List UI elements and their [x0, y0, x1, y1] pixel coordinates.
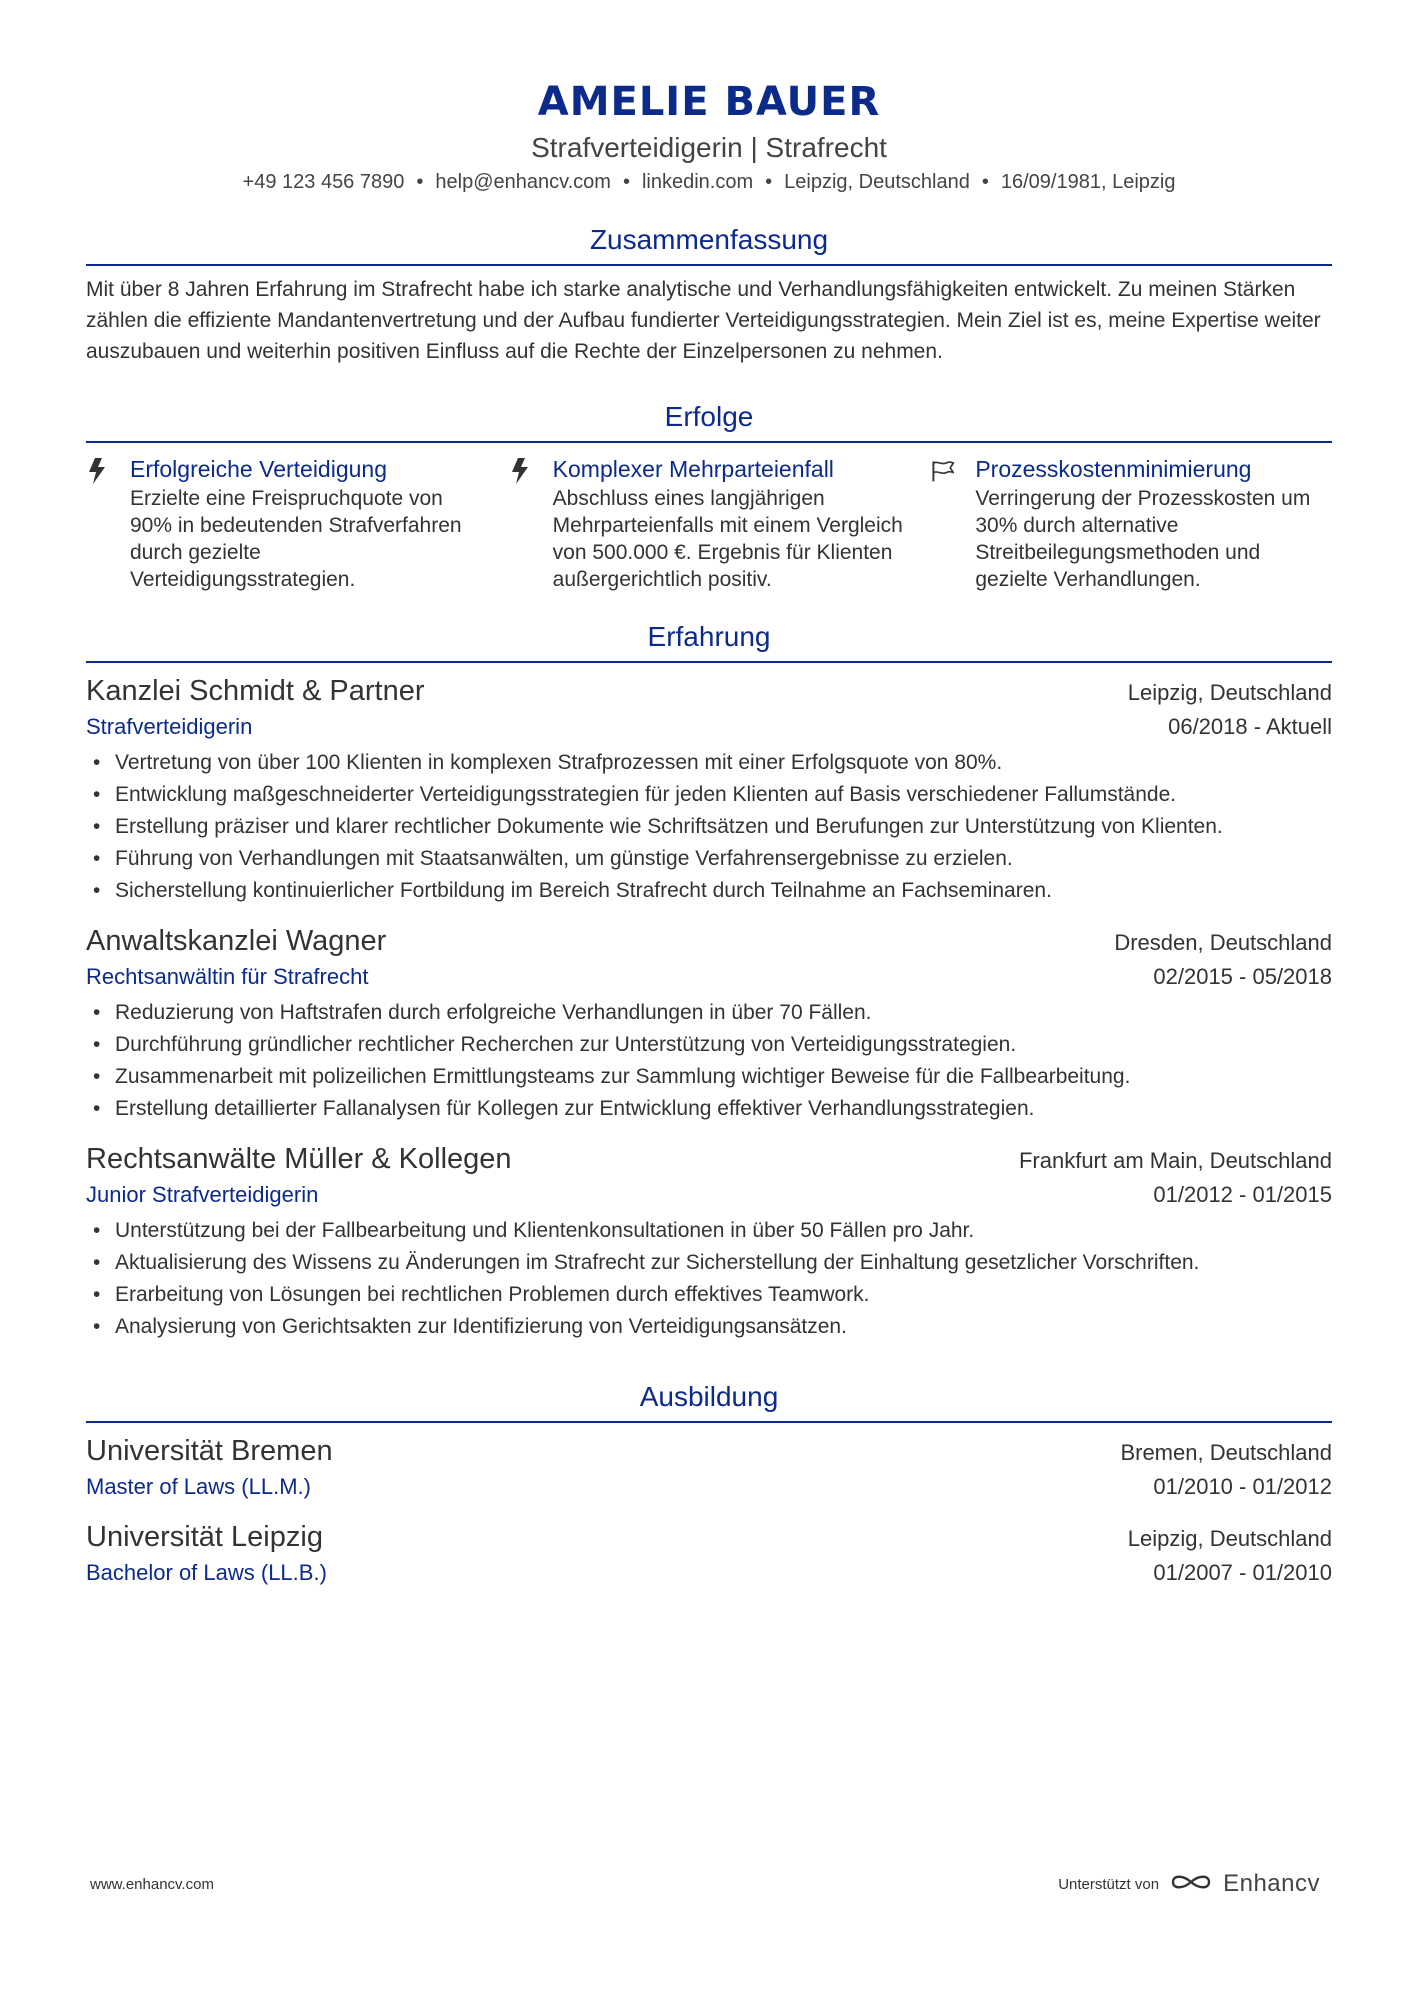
section-heading-summary: Zusammenfassung [589, 224, 829, 255]
summary-text: Mit über 8 Jahren Erfahrung im Strafrecht habe ich starke analytische und Verhandlungsfähigkeiten entwickelt. Zu meinen Stärken zählen die effiziente Mandantenvertretung und der Aufbau fundierter Verteidigungsstrategien. Mein Ziel ist es, meine Expertise weiter auszubauen und weiterhin positiven Einfluss auf die Rechte der Einzelpersonen zu nehmen. [86, 278, 1321, 363]
list-item: • Entwicklung maßgeschneiderter Verteidigungsstrategien für jeden Klienten auf Basis verschiedener Fallumstände. [86, 779, 1332, 811]
job-role: Strafverteidigerin [86, 714, 253, 739]
brand-name[interactable]: Enhancv [1223, 1870, 1320, 1897]
contact-birth: 16/09/1981, Leipzig [1000, 171, 1176, 193]
contact-email[interactable]: help@enhancv.com [435, 171, 611, 193]
job-dates: 02/2015 - 05/2018 [1153, 964, 1332, 989]
job-bullets [86, 997, 1332, 1125]
contact-separator: • [765, 171, 773, 193]
section-divider [86, 1421, 1332, 1423]
contact-separator: • [981, 171, 989, 193]
flag-icon [931, 453, 975, 593]
achievement-title: Erfolgreiche Verteidigung [130, 456, 387, 482]
job-role: Rechtsanwältin für Strafrecht [86, 964, 369, 989]
list-item: • Unterstützung bei der Fallbearbeitung und Klientenkonsultationen in über 50 Fällen pro Jahr. [86, 1215, 1332, 1247]
list-item: • Durchführung gründlicher rechtlicher Recherchen zur Unterstützung von Verteidigungsstrategien. [86, 1029, 1332, 1061]
list-item: • Erstellung detaillierter Fallanalysen für Kollegen zur Entwicklung effektiver Verhandlungsstrategien. [86, 1093, 1332, 1125]
education-dates: 01/2007 - 01/2010 [1153, 1560, 1332, 1585]
enhancv-logo-icon [1169, 1871, 1213, 1897]
education-entry [86, 1517, 1332, 1589]
section-divider [86, 661, 1332, 663]
achievements-grid [86, 453, 1332, 593]
achievement-description: Erzielte eine Freispruchquote von 90% in bedeutenden Strafverfahren durch gezielte Verteidigungsstrategien. [130, 487, 462, 591]
job-entry [86, 671, 1332, 907]
resume-header [86, 0, 1332, 196]
page-footer [90, 1870, 1320, 1898]
candidate-title: Strafverteidigerin | Strafrecht [531, 132, 887, 163]
section-heading-achievements: Erfolge [664, 401, 754, 432]
job-role: Junior Strafverteidigerin [86, 1182, 319, 1207]
list-item: • Reduzierung von Haftstrafen durch erfolgreiche Verhandlungen in über 70 Fällen. [86, 997, 1332, 1029]
list-item: • Führung von Verhandlungen mit Staatsanwälten, um günstige Verfahrensergebnisse zu erzielen. [86, 843, 1332, 875]
job-location: Leipzig, Deutschland [1127, 680, 1332, 705]
school-name: Universität Leipzig [86, 1521, 323, 1553]
contact-line [86, 168, 1332, 196]
achievement-title: Komplexer Mehrparteienfall [552, 456, 834, 482]
contact-phone: +49 123 456 7890 [242, 171, 405, 193]
job-location: Dresden, Deutschland [1114, 930, 1332, 955]
achievement-item [931, 453, 1332, 593]
school-location: Leipzig, Deutschland [1127, 1526, 1332, 1551]
powered-by-label: Unterstützt von [1058, 1875, 1160, 1893]
job-bullets [86, 1215, 1332, 1343]
lightning-bolt-icon [509, 453, 553, 593]
job-entry [86, 1139, 1332, 1343]
section-heading-education: Ausbildung [639, 1381, 779, 1412]
job-dates: 01/2012 - 01/2015 [1153, 1182, 1332, 1207]
section-divider [86, 264, 1332, 266]
footer-website[interactable]: www.enhancv.com [90, 1875, 214, 1893]
company-name: Rechtsanwälte Müller & Kollegen [86, 1143, 512, 1175]
degree: Master of Laws (LL.M.) [86, 1474, 311, 1499]
achievement-description: Verringerung der Prozesskosten um 30% durch alternative Streitbeilegungsmethoden und gezielte Verhandlungen. [975, 487, 1311, 591]
summary-section [86, 222, 1332, 367]
list-item: • Analysierung von Gerichtsakten zur Identifizierung von Verteidigungsansätzen. [86, 1311, 1332, 1343]
degree: Bachelor of Laws (LL.B.) [86, 1560, 327, 1585]
education-entry [86, 1431, 1332, 1503]
job-bullets [86, 747, 1332, 907]
job-dates: 06/2018 - Aktuell [1168, 714, 1332, 739]
list-item: • Erstellung präziser und klarer rechtlicher Dokumente wie Schriftsätzen und Berufungen zur Unterstützung von Klienten. [86, 811, 1332, 843]
list-item: • Sicherstellung kontinuierlicher Fortbildung im Bereich Strafrecht durch Teilnahme an Fachseminaren. [86, 875, 1332, 907]
resume-page [86, 0, 1332, 1589]
lightning-bolt-icon [86, 453, 130, 593]
section-divider [86, 441, 1332, 443]
footer-branding [1058, 1870, 1320, 1898]
contact-separator: • [416, 171, 424, 193]
achievement-item [86, 453, 487, 593]
contact-location: Leipzig, Deutschland [784, 171, 970, 193]
section-heading-experience: Erfahrung [647, 621, 771, 652]
job-location: Frankfurt am Main, Deutschland [1018, 1148, 1332, 1173]
list-item: • Erarbeitung von Lösungen bei rechtlichen Problemen durch effektives Teamwork. [86, 1279, 1332, 1311]
achievement-title: Prozesskostenminimierung [975, 456, 1252, 482]
company-name: Anwaltskanzlei Wagner [86, 925, 387, 957]
achievements-section [86, 399, 1332, 593]
candidate-name: AMELIE BAUER [537, 79, 881, 125]
school-name: Universität Bremen [86, 1435, 333, 1467]
list-item: • Zusammenarbeit mit polizeilichen Ermittlungsteams zur Sammlung wichtiger Beweise für die Fallbearbeitung. [86, 1061, 1332, 1093]
school-location: Bremen, Deutschland [1120, 1440, 1332, 1465]
experience-section [86, 619, 1332, 1343]
list-item: • Vertretung von über 100 Klienten in komplexen Strafprozessen mit einer Erfolgsquote von 80%. [86, 747, 1332, 779]
job-entry [86, 921, 1332, 1125]
achievement-item [509, 453, 910, 593]
education-section [86, 1379, 1332, 1589]
contact-separator: • [622, 171, 630, 193]
company-name: Kanzlei Schmidt & Partner [86, 675, 425, 707]
contact-linkedin[interactable]: linkedin.com [641, 171, 754, 193]
education-dates: 01/2010 - 01/2012 [1153, 1474, 1332, 1499]
achievement-description: Abschluss eines langjährigen Mehrparteienfalls mit einem Vergleich von 500.000 €. Ergebnis für Klienten außergerichtlich positiv. [552, 487, 903, 591]
list-item: • Aktualisierung des Wissens zu Änderungen im Strafrecht zur Sicherstellung der Einhaltung gesetzlicher Vorschriften. [86, 1247, 1332, 1279]
